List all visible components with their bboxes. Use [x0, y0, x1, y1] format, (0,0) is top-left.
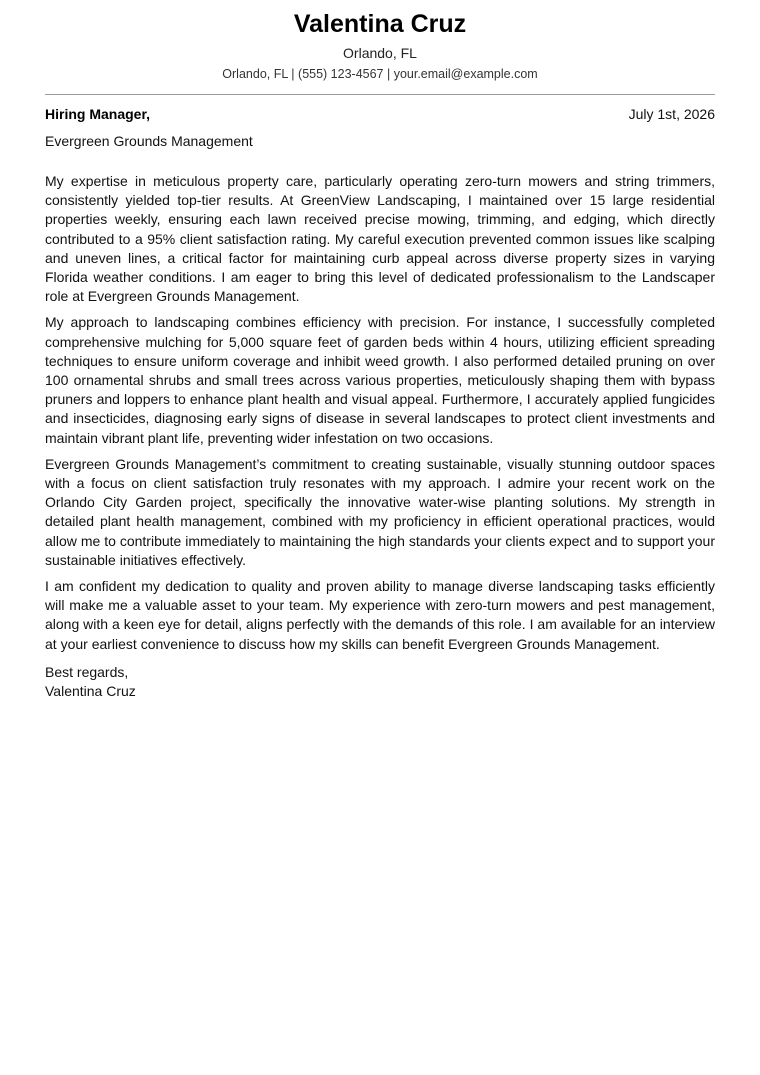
- recipient-company: Evergreen Grounds Management: [45, 133, 253, 149]
- recipient-salutation: Hiring Manager,: [45, 106, 151, 122]
- applicant-contact-line: Orlando, FL | (555) 123-4567 | your.email@example.com: [222, 67, 538, 81]
- header-divider: [45, 94, 715, 95]
- letter-body: [45, 172, 715, 654]
- body-paragraph: Evergreen Grounds Management’s commitment to creating sustainable, visually stunning outdoor spaces with a focus on client satisfaction truly resonates with my approach. I admire your recent work on the Orlando City Garden project, specifically the innovative water-wise planting solutions. My strength in detailed plant health management, combined with my proficiency in efficient operational practices, would allow me to contribute immediately to maintaining the high standards your clients expect and to support your sustainable initiatives effectively.: [45, 455, 715, 568]
- body-paragraph: My approach to landscaping combines efficiency with precision. For instance, I successfully completed comprehensive mulching for 5,000 square feet of garden beds within 4 hours, utilizing efficient spreading techniques to ensure uniform coverage and inhibit weed growth. I also performed detailed pruning on over 100 ornamental shrubs and small trees across various properties, meticulously shaping them with bypass pruners and loppers to enhance plant health and visual appeal. Furthermore, I accurately applied fungicides and insecticides, diagnosing early signs of disease in several landscapes to protect client investments and maintain vibrant plant life, preventing wider infestation on two occasions.: [45, 314, 715, 446]
- closing-phrase: Best regards,: [45, 663, 129, 680]
- letter-date: July 1st, 2026: [628, 106, 715, 122]
- signature-name: Valentina Cruz: [45, 683, 136, 700]
- letter-header: [45, 0, 715, 83]
- recipient-date-row: [45, 104, 715, 124]
- body-paragraph: My expertise in meticulous property care, particularly operating zero-turn mowers and string trimmers, consistently yielded top-tier results. At GreenView Landscaping, I maintained over 15 large residential properties weekly, ensuring each lawn received precise mowing, trimming, and edging, which directly contributed to a 95% client satisfaction rating. My careful execution prevented common issues like scalping and uneven lines, a critical factor for maintaining curb appeal across diverse property sizes in varying Florida weather conditions. I am eager to bring this level of dedicated professionalism to the Landscaper role at Evergreen Grounds Management.: [45, 173, 715, 305]
- body-paragraph: I am confident my dedication to quality and proven ability to manage diverse landscaping tasks efficiently will make me a valuable asset to your team. My experience with zero-turn mowers and pest management, along with a keen eye for detail, aligns perfectly with the demands of this role. I am available for an interview at your earliest convenience to discuss how my skills can benefit Evergreen Grounds Management.: [45, 578, 715, 652]
- applicant-city: Orlando, FL: [343, 45, 417, 61]
- letter-closing-block: [45, 663, 715, 701]
- applicant-name: Valentina Cruz: [293, 10, 467, 38]
